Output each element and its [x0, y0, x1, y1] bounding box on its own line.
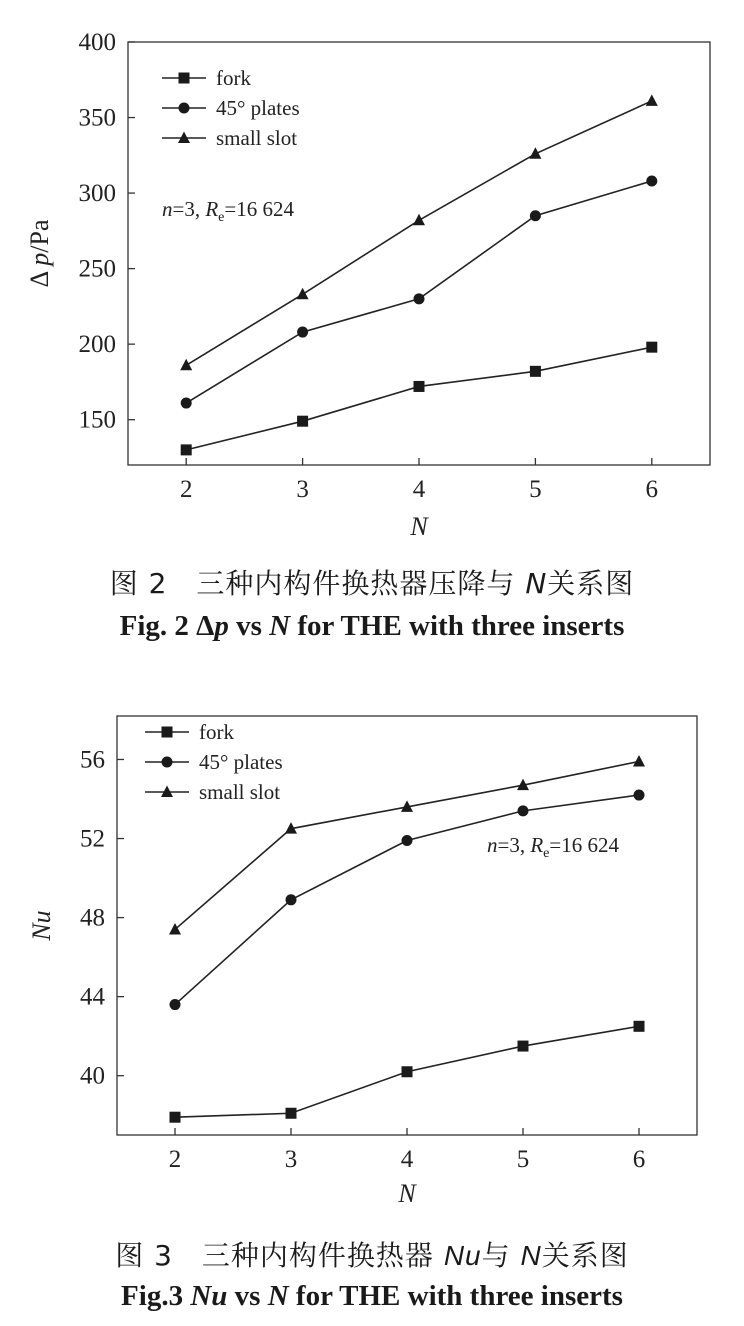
data-point-square [170, 1112, 181, 1123]
data-point-square [530, 366, 541, 377]
y-tick-label: 250 [78, 255, 116, 283]
figure-3-caption-cn [0, 1234, 744, 1274]
data-point-square [402, 1066, 413, 1077]
data-point-circle [170, 999, 181, 1010]
x-tick-label: 2 [179, 476, 193, 503]
figure-2-caption-en [0, 610, 744, 643]
x-tick-label: 3 [284, 1146, 298, 1173]
annotation-eq: =3, [172, 197, 206, 221]
annotation [162, 197, 294, 225]
legend-label: fork [216, 66, 251, 90]
data-point-triangle [180, 359, 192, 371]
y-tick-label: 150 [78, 406, 116, 434]
caption-cn-text: 图 2 三种内构件换热器压降与 [109, 567, 526, 600]
figure-2-caption-cn [0, 562, 744, 602]
series-line-circle [175, 795, 639, 1005]
plot-area [27, 716, 697, 1208]
y-tick-label: 40 [80, 1062, 105, 1090]
x-tick-label: 5 [516, 1146, 530, 1173]
legend-label: 45° plates [199, 750, 283, 774]
data-point-circle [286, 894, 297, 905]
caption-en-rest: for THE with three inserts [290, 610, 625, 642]
data-point-circle [181, 398, 192, 409]
annotation-n: n [487, 833, 498, 857]
caption-cn-mid: 与 [481, 1239, 521, 1272]
y-tick-label: 44 [80, 983, 105, 1011]
caption-cn-variable: N [525, 567, 548, 600]
annotation-n: n [162, 197, 173, 221]
caption-cn-variable-nu: Nu [443, 1240, 482, 1271]
legend-marker-circle [179, 103, 190, 114]
x-tick-label: 5 [529, 476, 542, 503]
annotation [487, 833, 619, 861]
x-axis-title: N [398, 1179, 416, 1208]
y-tick-label: 52 [80, 825, 105, 853]
series-line-square [186, 347, 652, 450]
y-tick-label: 300 [78, 180, 116, 208]
legend-label: small slot [199, 780, 281, 804]
x-tick-label: 3 [296, 476, 309, 503]
figure-3 [0, 680, 744, 1326]
y-axis-title-var: p [25, 252, 54, 266]
y-axis-title-unit: /Pa [25, 219, 54, 253]
legend-label: small slot [216, 126, 298, 150]
data-point-square [518, 1041, 529, 1052]
y-axis-title-delta: Δ [25, 265, 54, 288]
data-point-circle [414, 293, 425, 304]
data-point-square [646, 342, 657, 353]
y-axis-title [25, 219, 54, 287]
x-tick-label: 4 [400, 1146, 414, 1173]
legend-marker-circle [162, 757, 173, 768]
y-tick-label: 350 [78, 104, 116, 132]
annotation-sub: e [218, 210, 225, 225]
caption-cn-text: 图 3 三种内构件换热器 [115, 1239, 444, 1272]
data-point-circle [530, 210, 541, 221]
caption-en-variable-n: N [267, 1280, 289, 1312]
data-point-square [634, 1021, 645, 1032]
data-point-triangle [646, 94, 658, 106]
annotation-re: =16 624 [224, 197, 294, 221]
x-tick-label: 6 [645, 476, 659, 503]
caption-cn-suffix: 关系图 [547, 567, 635, 600]
data-point-square [414, 381, 425, 392]
x-tick-label: 2 [168, 1146, 182, 1173]
caption-en-vs: vs [228, 610, 270, 642]
data-point-square [286, 1108, 297, 1119]
chart-pressure-drop [0, 0, 744, 560]
annotation-r: R [530, 833, 544, 857]
annotation-re: =16 624 [549, 833, 619, 857]
caption-cn-suffix: 关系图 [541, 1239, 629, 1272]
caption-en-vs: vs [227, 1280, 268, 1312]
legend-label: fork [199, 720, 234, 744]
x-axis-title: N [410, 512, 428, 541]
data-point-triangle [413, 214, 425, 226]
caption-en-text: Fig.3 [121, 1280, 191, 1312]
y-tick-label: 56 [80, 746, 105, 774]
data-point-circle [297, 327, 308, 338]
data-point-square [181, 444, 192, 455]
data-point-triangle [529, 147, 541, 159]
y-tick-label: 48 [80, 904, 105, 932]
caption-en-rest: for THE with three inserts [288, 1280, 623, 1312]
data-point-circle [402, 835, 413, 846]
legend-marker-square [179, 73, 190, 84]
y-tick-label: 200 [78, 331, 116, 359]
data-point-triangle [169, 923, 181, 935]
plot-area [25, 29, 710, 541]
chart-nusselt [0, 680, 744, 1220]
caption-en-variable-p: p [214, 610, 229, 642]
annotation-eq: =3, [497, 833, 531, 857]
data-point-circle [646, 175, 657, 186]
x-tick-label: 4 [412, 476, 426, 503]
data-point-circle [634, 790, 645, 801]
data-point-circle [518, 805, 529, 816]
figure-3-caption-en [0, 1280, 744, 1313]
legend-marker-square [162, 727, 173, 738]
data-point-triangle [297, 288, 309, 300]
legend-label: 45° plates [216, 96, 300, 120]
y-tick-label: 400 [78, 29, 116, 56]
annotation-sub: e [543, 846, 550, 861]
caption-en-variable-nu: Nu [190, 1280, 228, 1312]
caption-en-variable-n: N [269, 610, 291, 642]
annotation-r: R [205, 197, 219, 221]
caption-cn-variable-n: N [520, 1240, 542, 1271]
data-point-square [297, 416, 308, 427]
caption-en-text: Fig. 2 Δ [119, 610, 215, 642]
figure-2 [0, 0, 744, 660]
y-axis-title: Nu [27, 910, 56, 941]
data-point-triangle [633, 755, 645, 767]
x-tick-label: 6 [632, 1146, 646, 1173]
